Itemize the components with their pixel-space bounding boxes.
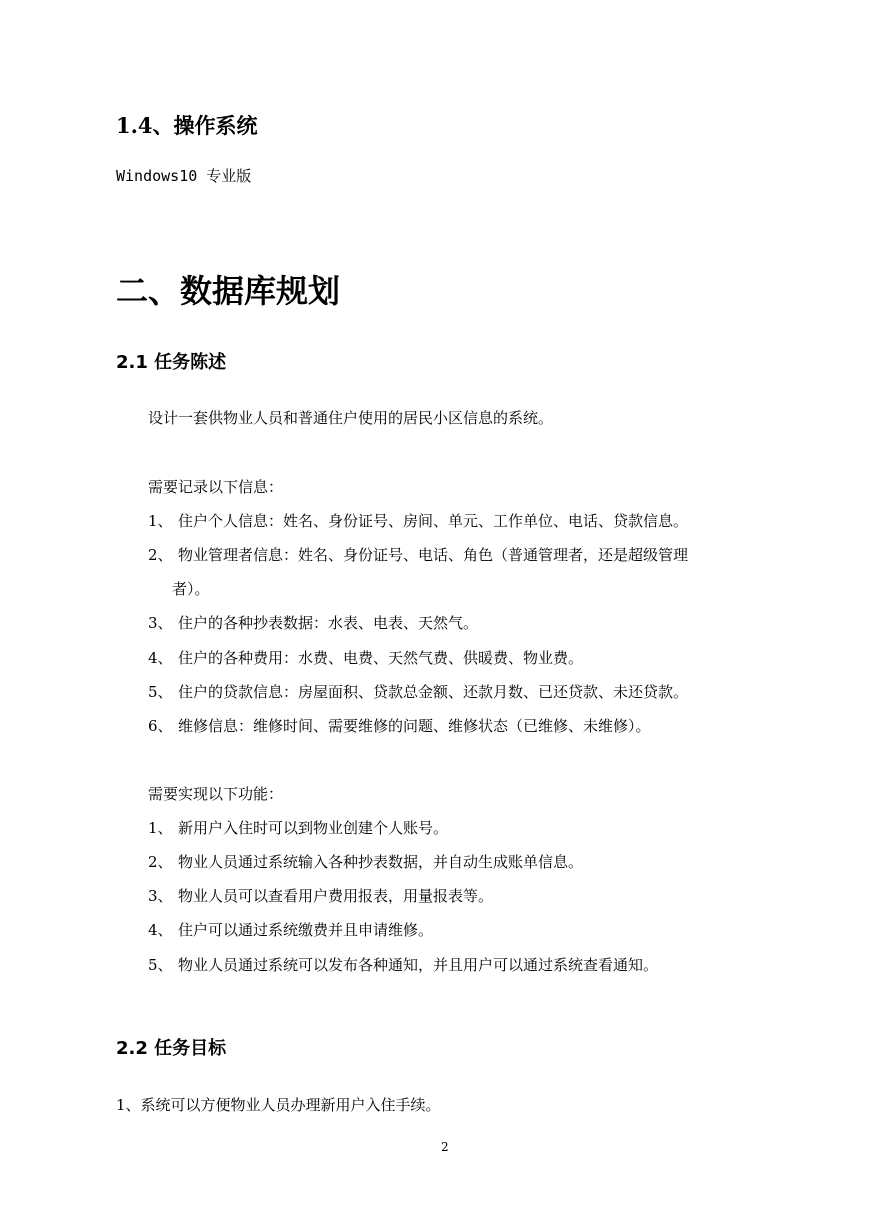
list-number: 5、 — [148, 683, 173, 701]
section-1-4-title: 1.4、操作系统 — [116, 113, 258, 138]
goal-1: 1、系统可以方便物业人员办理新用户入住手续。 — [116, 1096, 441, 1114]
list-number: 1、 — [148, 819, 173, 837]
list-item — [148, 510, 688, 531]
list-text: 物业人员可以查看用户费用报表，用量报表等。 — [178, 887, 494, 905]
list-number: 4、 — [148, 921, 173, 939]
chapter-2-title: 二、数据库规划 — [116, 272, 341, 310]
list-text: 住户可以通过系统缴费并且申请维修。 — [178, 921, 434, 939]
list-number: 3、 — [148, 614, 173, 632]
list-number: 1、 — [148, 512, 173, 530]
list-item — [148, 647, 583, 668]
list-text: 住户的各种费用：水费、电费、天然气费、供暖费、物业费。 — [178, 649, 584, 667]
list-item — [148, 885, 493, 906]
os-text: Windows10 专业版 — [116, 167, 252, 185]
list-item — [148, 612, 478, 633]
list-item — [148, 954, 658, 975]
page-number: 2 — [441, 1140, 449, 1154]
list-number: 2、 — [148, 546, 173, 564]
functions-heading: 需要实现以下功能： — [148, 785, 284, 803]
list-item — [148, 817, 448, 838]
section-2-1-title: 2.1 任务陈述 — [116, 352, 227, 373]
list-item — [148, 544, 688, 565]
list-number: 5、 — [148, 956, 173, 974]
list-text: 住户的贷款信息：房屋面积、贷款总金额、还款月数、已还贷款、未还贷款。 — [178, 683, 689, 701]
section-2-2-title: 2.2 任务目标 — [116, 1038, 227, 1059]
records-heading: 需要记录以下信息： — [148, 478, 284, 496]
intro-paragraph: 设计一套供物业人员和普通住户使用的居民小区信息的系统。 — [148, 409, 554, 427]
list-text: 住户的各种抄表数据：水表、电表、天然气。 — [178, 614, 479, 632]
list-text: 新用户入住时可以到物业创建个人账号。 — [178, 819, 449, 837]
list-item — [148, 681, 688, 702]
list-item — [148, 715, 651, 736]
list-number: 2、 — [148, 853, 173, 871]
list-text: 维修信息：维修时间、需要维修的问题、维修状态（已维修、未维修）。 — [178, 717, 651, 735]
list-item-continuation: 者）。 — [172, 580, 210, 598]
list-text: 住户个人信息：姓名、身份证号、房间、单元、工作单位、电话、贷款信息。 — [178, 512, 689, 530]
list-item — [148, 919, 433, 940]
list-text: 物业人员通过系统可以发布各种通知，并且用户可以通过系统查看通知。 — [178, 956, 659, 974]
list-item — [148, 851, 583, 872]
list-number: 3、 — [148, 887, 173, 905]
list-text: 物业管理者信息：姓名、身份证号、电话、角色（普通管理者，还是超级管理 — [178, 546, 689, 564]
list-number: 6、 — [148, 717, 173, 735]
list-number: 4、 — [148, 649, 173, 667]
list-text: 物业人员通过系统输入各种抄表数据，并自动生成账单信息。 — [178, 853, 584, 871]
